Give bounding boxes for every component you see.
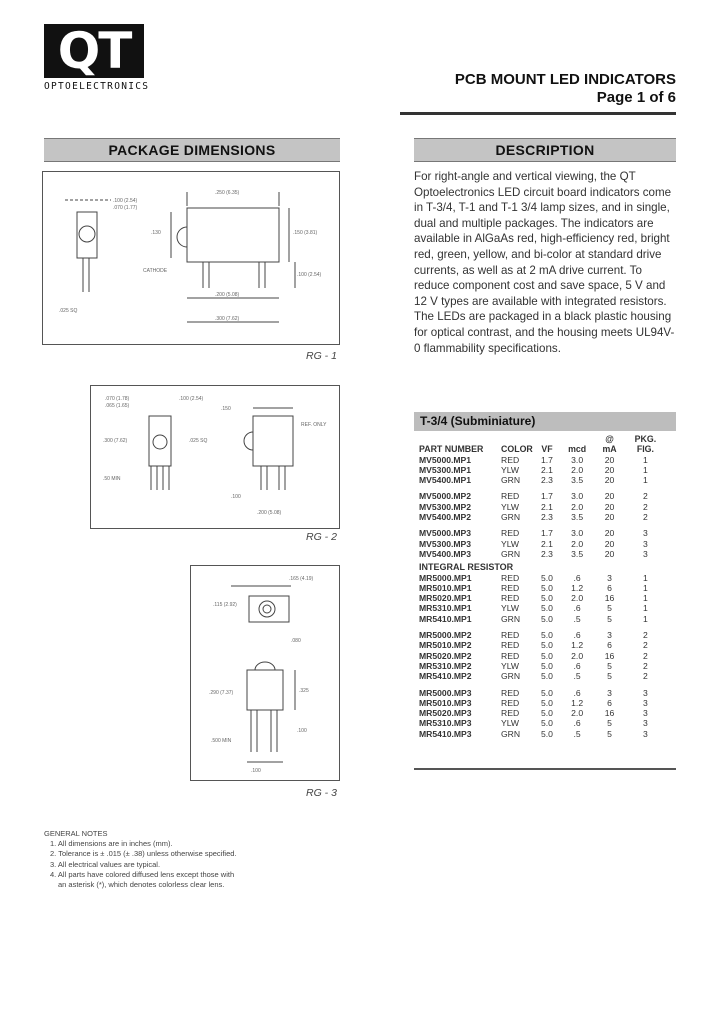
- table-row: [419, 630, 667, 640]
- cell-color: RED: [501, 572, 520, 583]
- cell-mcd: .5: [573, 671, 581, 682]
- cell-color: RED: [501, 630, 520, 641]
- svg-text:.200 (5.08): .200 (5.08): [215, 292, 240, 298]
- description-heading: DESCRIPTION: [414, 138, 676, 162]
- cell-fig: 3: [642, 528, 648, 539]
- cell-ma: 5: [607, 728, 612, 739]
- cell-ma: 16: [604, 650, 615, 661]
- svg-text:.250 (6.35): .250 (6.35): [215, 190, 240, 196]
- cell-ma: 16: [604, 593, 615, 604]
- table-row: [419, 718, 667, 728]
- cell-vf: 5.0: [541, 718, 553, 729]
- cell-ma: 20: [604, 528, 615, 539]
- cell-ma: 3: [607, 687, 612, 698]
- notes-heading: GENERAL NOTES: [44, 829, 108, 838]
- svg-text:.100 (2.54): .100 (2.54): [179, 396, 204, 402]
- cell-part-number: MV5400.MP3: [419, 548, 472, 559]
- svg-text:.50 MIN: .50 MIN: [103, 476, 121, 482]
- cell-part-number: MR5310.MP1: [419, 603, 472, 614]
- figure-rg2-drawing: [91, 386, 339, 528]
- cell-part-number: MV5300.MP3: [419, 538, 472, 549]
- figure-rg1-label: RG - 1: [306, 350, 337, 362]
- figure-rg3-label: RG - 3: [306, 787, 337, 799]
- header-rule: [400, 112, 676, 115]
- cell-color: RED: [501, 650, 520, 661]
- svg-text:.025 SQ: .025 SQ: [59, 308, 78, 314]
- svg-text:REF. ONLY: REF. ONLY: [301, 422, 327, 428]
- cell-mcd: .6: [573, 603, 581, 614]
- table-row: [419, 465, 667, 475]
- svg-text:.025 SQ: .025 SQ: [189, 438, 208, 444]
- cell-mcd: 3.5: [571, 475, 584, 486]
- logo-letters: QT: [57, 22, 131, 80]
- cell-mcd: .5: [573, 728, 581, 739]
- table-row: [419, 614, 667, 624]
- figure-rg2-frame: [90, 385, 340, 529]
- cell-mcd: 2.0: [571, 538, 584, 549]
- logo-subtitle: OPTOELECTRONICS: [44, 81, 150, 92]
- cell-color: RED: [501, 528, 520, 539]
- cell-fig: 2: [642, 491, 648, 502]
- table-title: T-3/4 (Subminiature): [414, 412, 676, 431]
- svg-text:.150: .150: [221, 406, 231, 412]
- cell-part-number: MV5400.MP2: [419, 512, 472, 523]
- cell-fig: 2: [642, 640, 648, 651]
- cell-fig: 1: [642, 613, 648, 624]
- cell-fig: 1: [642, 464, 648, 475]
- cell-ma: 20: [604, 464, 615, 475]
- cell-vf: 5.0: [541, 708, 553, 719]
- cell-mcd: 3.5: [571, 548, 584, 559]
- table-row: [419, 539, 667, 549]
- cell-color: YLW: [501, 660, 519, 671]
- cell-ma: 3: [607, 572, 612, 583]
- cell-fig: 2: [642, 650, 648, 661]
- cell-fig: 1: [642, 593, 648, 604]
- document-title-text: PCB MOUNT LED INDICATORS: [454, 71, 676, 88]
- cell-ma: 5: [607, 671, 612, 682]
- cell-mcd: 3.0: [571, 454, 584, 465]
- table-row: [419, 583, 667, 593]
- table-row: [419, 593, 667, 603]
- cell-fig: 1: [642, 572, 648, 583]
- cell-mcd: .6: [573, 572, 581, 583]
- table-row: [419, 475, 667, 485]
- cell-vf: 5.0: [541, 582, 553, 593]
- svg-text:.100: .100: [231, 494, 241, 500]
- cell-ma: 3: [607, 630, 612, 641]
- table-row: [419, 729, 667, 739]
- cell-color: GRN: [501, 613, 521, 624]
- cell-color: RED: [501, 697, 520, 708]
- cell-part-number: MR5020.MP3: [419, 708, 472, 719]
- cell-ma: 5: [607, 660, 612, 671]
- cell-part-number: MV5000.MP1: [419, 454, 472, 465]
- column-header-color: COLOR: [501, 444, 533, 455]
- cell-part-number: MR5010.MP1: [419, 582, 472, 593]
- package-dimensions-heading: PACKAGE DIMENSIONS: [44, 138, 340, 162]
- cell-ma: 16: [604, 708, 615, 719]
- table-row: [419, 455, 667, 465]
- cell-color: YLW: [501, 501, 519, 512]
- table-row: [419, 549, 667, 559]
- figure-rg2-label: RG - 2: [306, 531, 337, 543]
- cell-vf: 1.7: [541, 454, 553, 465]
- cell-part-number: MR5410.MP1: [419, 613, 472, 624]
- cell-vf: 2.3: [541, 512, 553, 523]
- cell-vf: 2.1: [541, 464, 553, 475]
- cell-fig: 2: [642, 501, 648, 512]
- parts-table-body: [419, 455, 667, 739]
- table-row: [419, 573, 667, 583]
- cell-fig: 3: [642, 538, 648, 549]
- cell-fig: 1: [642, 475, 648, 486]
- cell-color: GRN: [501, 671, 521, 682]
- table-row: [419, 661, 667, 671]
- cell-part-number: MR5010.MP2: [419, 640, 472, 651]
- svg-text:.150 (3.81): .150 (3.81): [293, 230, 318, 236]
- table-row: [419, 640, 667, 650]
- cell-mcd: .6: [573, 660, 581, 671]
- cell-color: RED: [501, 640, 520, 651]
- cell-color: RED: [501, 491, 520, 502]
- cell-color: GRN: [501, 728, 521, 739]
- cell-fig: 3: [642, 697, 648, 708]
- cell-vf: 5.0: [541, 603, 553, 614]
- table-row: [419, 491, 667, 501]
- cell-fig: 1: [642, 454, 648, 465]
- cell-part-number: MV5300.MP2: [419, 501, 472, 512]
- cell-ma: 20: [604, 475, 615, 486]
- figure-rg3-frame: [190, 565, 340, 781]
- cell-fig: 3: [642, 687, 648, 698]
- cell-ma: 5: [607, 603, 612, 614]
- cell-ma: 20: [604, 538, 615, 549]
- svg-text:.325: .325: [299, 688, 309, 694]
- cell-part-number: MR5000.MP1: [419, 572, 472, 583]
- cell-color: YLW: [501, 538, 519, 549]
- cell-fig: 2: [642, 630, 648, 641]
- cell-mcd: 2.0: [571, 501, 584, 512]
- note-item: 1. All dimensions are in inches (mm).: [50, 839, 173, 849]
- cell-mcd: .6: [573, 630, 581, 641]
- table-row: [419, 708, 667, 718]
- cell-part-number: MR5410.MP2: [419, 671, 472, 682]
- table-row: [419, 502, 667, 512]
- svg-text:.300 (7.62): .300 (7.62): [103, 438, 128, 444]
- note-item: 4. All parts have colored diffused lens except those with: [50, 869, 235, 879]
- svg-text:.500 MIN: .500 MIN: [211, 738, 232, 744]
- svg-text:.130: .130: [151, 230, 161, 236]
- cell-color: RED: [501, 708, 520, 719]
- table-row: [419, 528, 667, 538]
- cell-vf: 5.0: [541, 697, 553, 708]
- cell-color: RED: [501, 687, 520, 698]
- cell-fig: 1: [642, 603, 648, 614]
- svg-text:.080: .080: [291, 638, 301, 644]
- cell-mcd: 3.5: [571, 512, 584, 523]
- at-symbol: @: [605, 434, 614, 444]
- svg-text:.100 (2.54): .100 (2.54): [113, 198, 138, 204]
- table-row: [419, 512, 667, 522]
- cell-color: RED: [501, 454, 520, 465]
- cell-vf: 5.0: [541, 660, 553, 671]
- column-header-ma: mA: [602, 444, 617, 455]
- svg-text:.290 (7.37): .290 (7.37): [209, 690, 234, 696]
- cell-vf: 5.0: [541, 630, 553, 641]
- cell-part-number: MV5300.MP1: [419, 464, 472, 475]
- figure-rg1-frame: [42, 171, 340, 345]
- cell-part-number: MR5020.MP1: [419, 593, 472, 604]
- cell-vf: 2.3: [541, 548, 553, 559]
- cell-fig: 1: [642, 582, 648, 593]
- table-row: [419, 698, 667, 708]
- cell-ma: 5: [607, 718, 612, 729]
- cell-vf: 5.0: [541, 687, 553, 698]
- cell-mcd: 2.0: [571, 593, 584, 604]
- cell-fig: 3: [642, 728, 648, 739]
- cell-vf: 2.1: [541, 538, 553, 549]
- cell-mcd: 2.0: [571, 650, 584, 661]
- svg-text:.200 (5.08): .200 (5.08): [257, 510, 282, 516]
- cell-color: YLW: [501, 603, 519, 614]
- table-bottom-rule: [414, 768, 676, 770]
- cell-ma: 20: [604, 491, 615, 502]
- cell-ma: 20: [604, 512, 615, 523]
- integral-resistor-heading: INTEGRAL RESISTOR: [419, 562, 514, 573]
- note-item: 3. All electrical values are typical.: [50, 859, 161, 869]
- cell-fig: 3: [642, 718, 648, 729]
- cell-ma: 6: [607, 640, 612, 651]
- cell-mcd: 2.0: [571, 464, 584, 475]
- cell-part-number: MR5000.MP3: [419, 687, 472, 698]
- cell-part-number: MR5310.MP2: [419, 660, 472, 671]
- cell-part-number: MV5000.MP2: [419, 491, 472, 502]
- table-row: [419, 688, 667, 698]
- cell-fig: 3: [642, 548, 648, 559]
- column-header-part-number: PART NUMBER: [419, 444, 484, 455]
- svg-text:.100: .100: [297, 728, 307, 734]
- cell-part-number: MR5010.MP3: [419, 697, 472, 708]
- table-row: [419, 603, 667, 613]
- svg-text:.070 (1.77): .070 (1.77): [113, 205, 138, 211]
- cell-mcd: 2.0: [571, 708, 584, 719]
- cell-color: GRN: [501, 512, 521, 523]
- cell-ma: 6: [607, 697, 612, 708]
- cell-vf: 5.0: [541, 572, 553, 583]
- column-header-mcd: mcd: [568, 444, 587, 455]
- cell-vf: 1.7: [541, 528, 553, 539]
- cell-mcd: .6: [573, 718, 581, 729]
- cell-ma: 6: [607, 582, 612, 593]
- svg-text:.115 (2.92): .115 (2.92): [213, 602, 237, 608]
- cell-vf: 5.0: [541, 671, 553, 682]
- cell-part-number: MV5000.MP3: [419, 528, 472, 539]
- pkg-header: PKG.: [634, 434, 657, 444]
- column-header-vf: VF: [541, 444, 553, 455]
- cell-color: RED: [501, 582, 520, 593]
- cell-vf: 5.0: [541, 650, 553, 661]
- figure-rg1-drawing: [43, 172, 339, 344]
- table-row: [419, 671, 667, 681]
- cell-fig: 3: [642, 708, 648, 719]
- general-notes: [44, 829, 237, 890]
- document-title: [455, 71, 676, 107]
- cell-color: YLW: [501, 718, 519, 729]
- cell-part-number: MV5400.MP1: [419, 475, 472, 486]
- table-row: [419, 651, 667, 661]
- svg-text:.300 (7.62): .300 (7.62): [215, 316, 240, 322]
- cell-vf: 5.0: [541, 593, 553, 604]
- cell-mcd: .5: [573, 613, 581, 624]
- cell-mcd: .6: [573, 687, 581, 698]
- cell-vf: 2.3: [541, 475, 553, 486]
- cell-ma: 20: [604, 501, 615, 512]
- cell-fig: 2: [642, 671, 648, 682]
- svg-text:.065 (1.65): .065 (1.65): [105, 403, 130, 409]
- page-indicator: Page 1 of 6: [596, 89, 676, 106]
- cell-mcd: 3.0: [571, 491, 584, 502]
- column-header-fig: FIG.: [636, 444, 654, 455]
- svg-text:.070 (1.78): .070 (1.78): [105, 396, 130, 402]
- description-text: For right-angle and vertical viewing, the QT Optoelectronics LED circuit board indicators come in T-3/4, T-1 and T-1 3/4 lamp sizes, and in single, dual and multiple packages. The indicators are available in AlGaAs red, high-efficiency red, bright red, green, yellow, and bi-color at standard drive currents, as well as at 2 mA drive current. To reduce component cost and save space, 5 V and 12 V types are available with integrated resistors. The LEDs are packaged in a black plastic housing for optical contrast, and the housing meets UL94V-0 flammability specifications.: [414, 170, 675, 355]
- svg-text:.100: .100: [251, 768, 261, 774]
- cell-vf: 5.0: [541, 640, 553, 651]
- parts-table: [419, 434, 667, 739]
- cell-color: GRN: [501, 548, 521, 559]
- cell-color: RED: [501, 593, 520, 604]
- svg-text:CATHODE: CATHODE: [143, 268, 168, 274]
- cell-vf: 1.7: [541, 491, 553, 502]
- cell-vf: 2.1: [541, 501, 553, 512]
- cell-ma: 20: [604, 548, 615, 559]
- integral-resistor-row: [419, 559, 667, 572]
- note-item: an asterisk (*), which denotes colorless clear lens.: [58, 880, 225, 890]
- cell-color: YLW: [501, 464, 519, 475]
- cell-part-number: MR5020.MP2: [419, 650, 472, 661]
- cell-color: GRN: [501, 475, 521, 486]
- cell-part-number: MR5410.MP3: [419, 728, 472, 739]
- cell-mcd: 1.2: [571, 697, 584, 708]
- cell-vf: 5.0: [541, 728, 553, 739]
- cell-fig: 2: [642, 660, 648, 671]
- svg-text:.100 (2.54): .100 (2.54): [297, 272, 322, 278]
- figure-rg3-drawing: [191, 566, 339, 780]
- cell-part-number: MR5000.MP2: [419, 630, 472, 641]
- cell-ma: 20: [604, 454, 615, 465]
- cell-part-number: MR5310.MP3: [419, 718, 472, 729]
- cell-mcd: 1.2: [571, 640, 584, 651]
- cell-mcd: 1.2: [571, 582, 584, 593]
- note-item: 2. Tolerance is ± .015 (± .38) unless otherwise specified.: [50, 849, 237, 859]
- cell-ma: 5: [607, 613, 612, 624]
- cell-vf: 5.0: [541, 613, 553, 624]
- svg-text:.165 (4.19): .165 (4.19): [289, 576, 314, 582]
- cell-mcd: 3.0: [571, 528, 584, 539]
- cell-fig: 2: [642, 512, 648, 523]
